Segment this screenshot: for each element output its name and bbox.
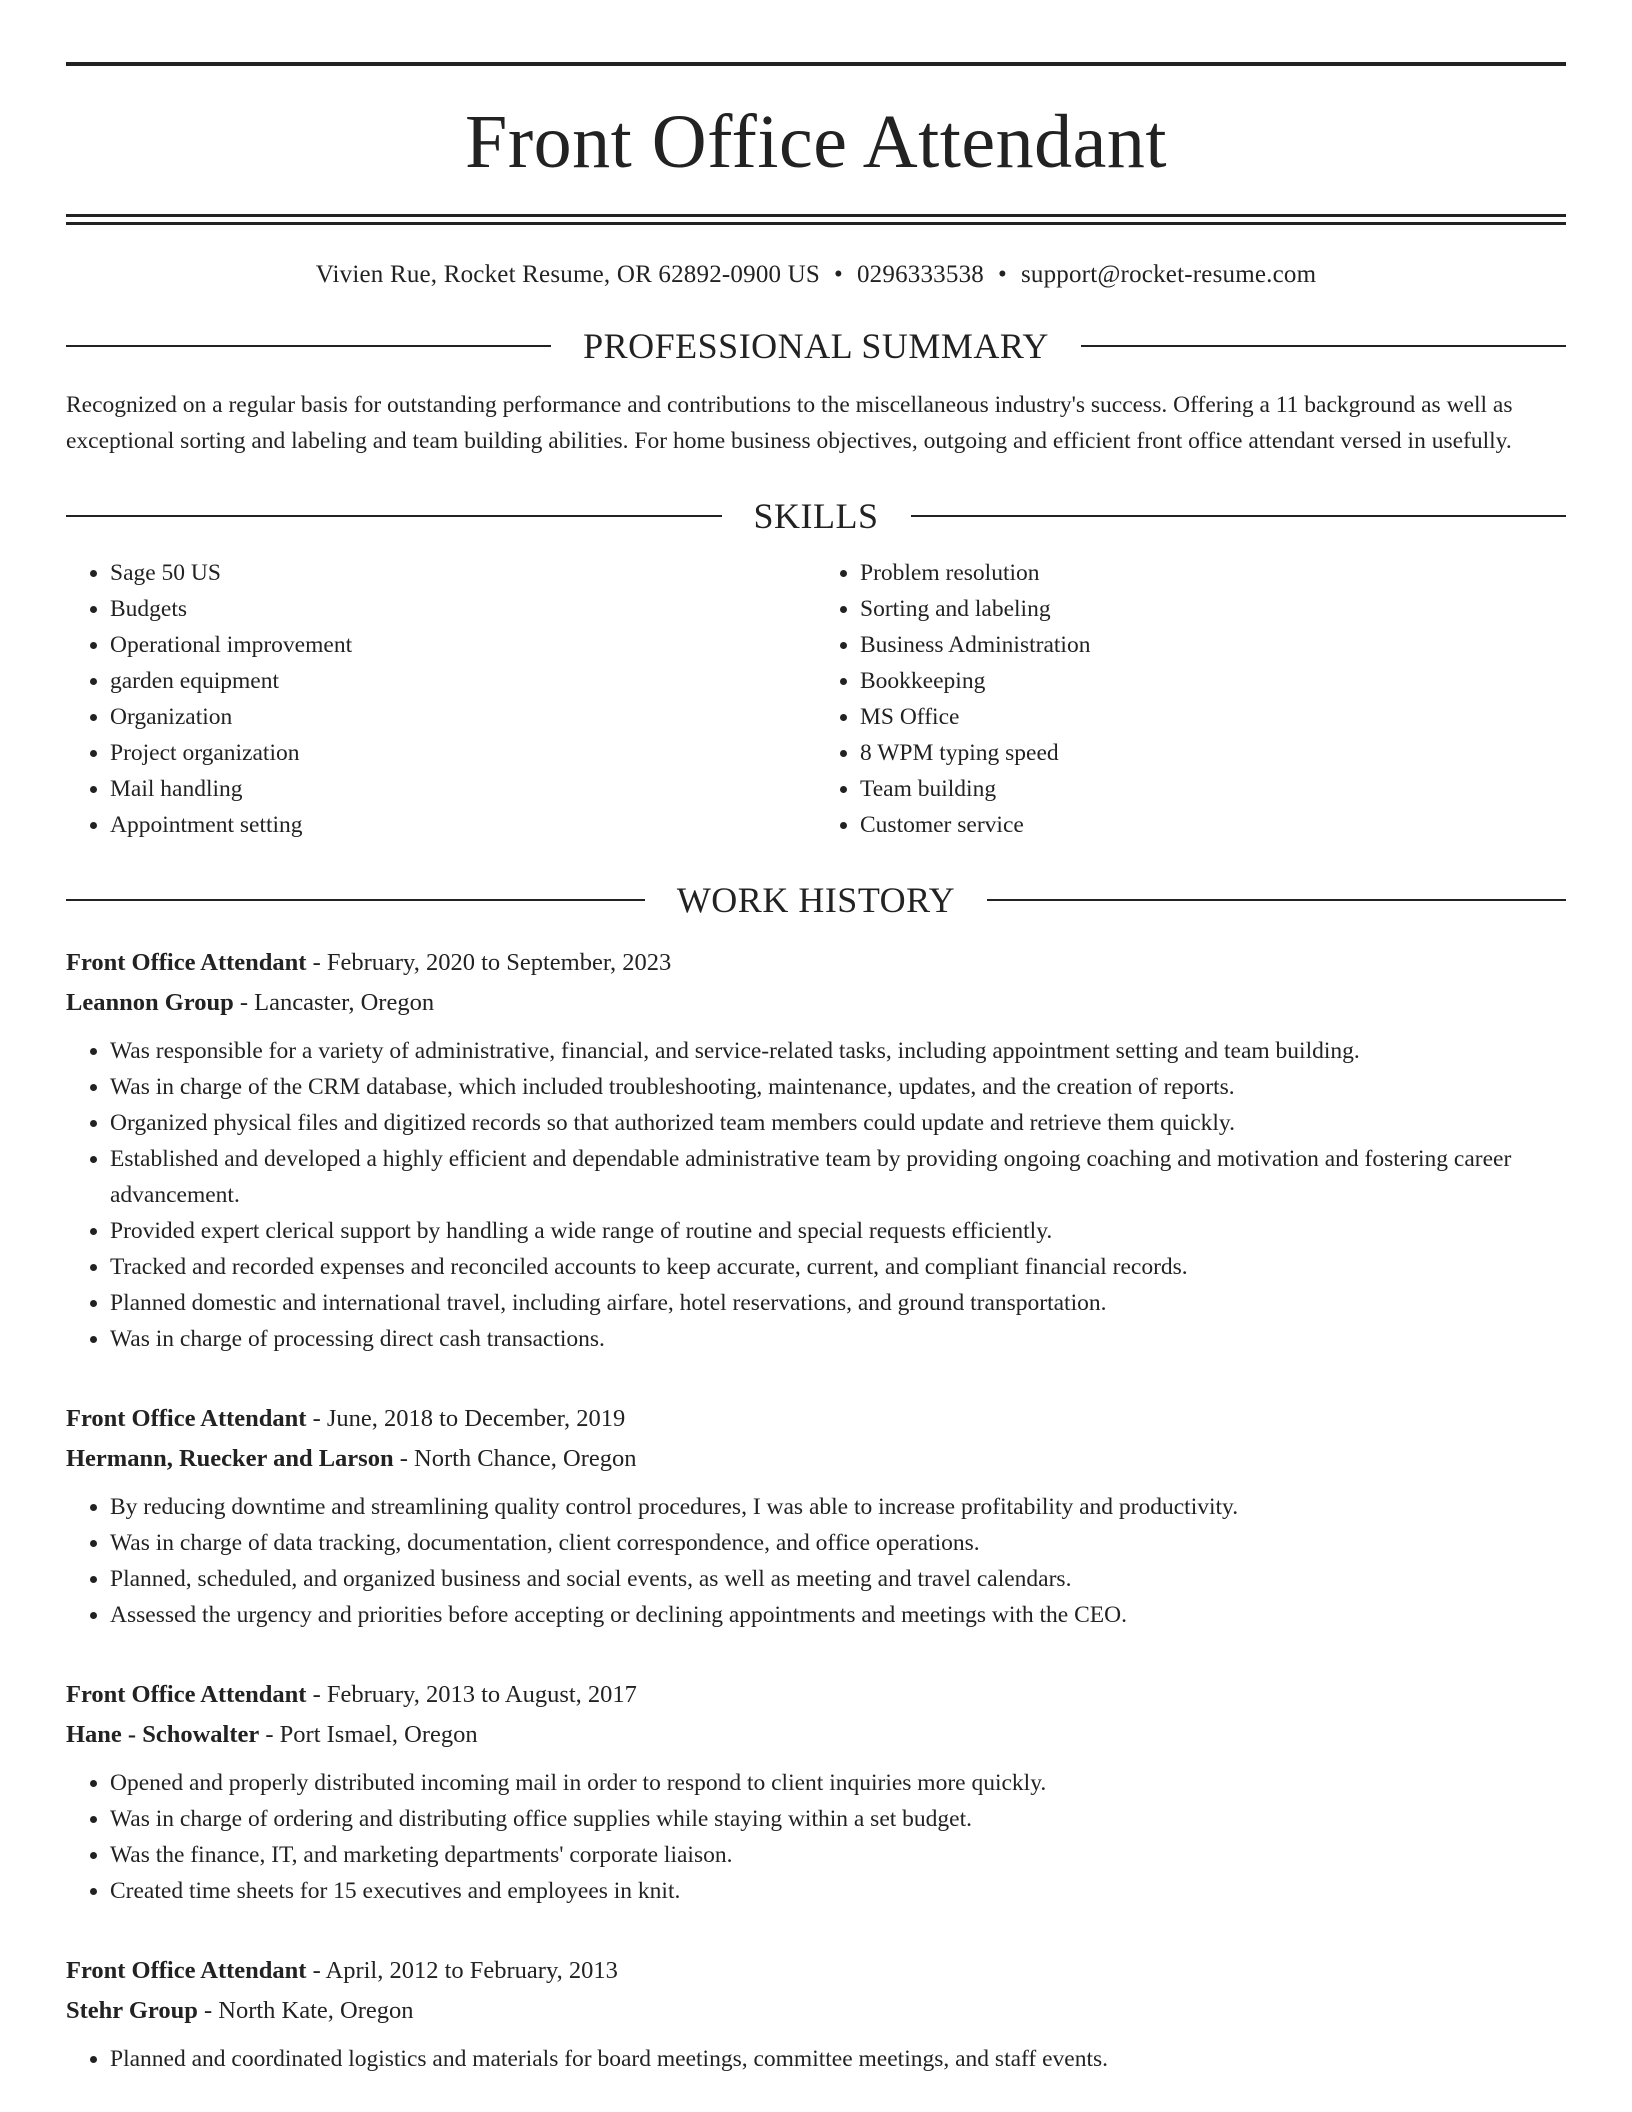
job-bullet: • Was in charge of the CRM database, which included troubleshooting, maintenance, updates, and the creation of reports. [110, 1069, 1566, 1105]
job-bullet: • Provided expert clerical support by handling a wide range of routine and special requests efficiently. [110, 1213, 1566, 1249]
skill-item: • Mail handling [110, 771, 816, 807]
heading-rule [1081, 345, 1566, 347]
skill-item: • garden equipment [110, 663, 816, 699]
job-bullet: • Opened and properly distributed incoming mail in order to respond to client inquiries more quickly. [110, 1765, 1566, 1801]
job-bullets [66, 2041, 1566, 2077]
job-dates: - June, 2018 to December, 2019 [306, 1405, 626, 1432]
job-company-line [66, 1991, 1566, 2031]
job-company-line [66, 983, 1566, 1023]
skill-item: • Appointment setting [110, 807, 816, 843]
job-bullet: • Was in charge of processing direct cash transactions. [110, 1321, 1566, 1357]
skills-heading-label: SKILLS [753, 496, 879, 536]
job-bullets [66, 1489, 1566, 1633]
job-bullet: • Was the finance, IT, and marketing departments' corporate liaison. [110, 1837, 1566, 1873]
job-title: Front Office Attendant [66, 1405, 307, 1432]
job-title-line [66, 1399, 1566, 1439]
summary-heading [66, 325, 1566, 367]
job-title: Front Office Attendant [66, 1681, 307, 1708]
job-title-line [66, 1951, 1566, 1991]
job-dates: - April, 2012 to February, 2013 [306, 1957, 618, 1984]
skill-item: • Operational improvement [110, 627, 816, 663]
heading-rule [987, 899, 1566, 901]
contact-separator: • [997, 261, 1007, 288]
job-dates: - February, 2013 to August, 2017 [306, 1681, 637, 1708]
job-bullet: • Was in charge of ordering and distributing office supplies while staying within a set budget. [110, 1801, 1566, 1837]
heading-rule [911, 515, 1567, 517]
skill-item: • Sorting and labeling [860, 591, 1566, 627]
skill-item: • MS Office [860, 699, 1566, 735]
title-double-rule [66, 214, 1566, 225]
contact-separator: • [834, 261, 843, 288]
skill-item: • Budgets [110, 591, 816, 627]
job-location: - North Chance, Oregon [393, 1445, 637, 1472]
heading-rule [66, 515, 722, 517]
job-bullet: • By reducing downtime and streamlining quality control procedures, I was able to increase profitability and productivity. [110, 1489, 1566, 1525]
job-company-line [66, 1715, 1566, 1755]
job-bullet: • Established and developed a highly efficient and dependable administrative team by providing ongoing coaching and motivation and fostering career advancement. [110, 1141, 1566, 1213]
heading-rule [66, 345, 551, 347]
job-bullets [66, 1033, 1566, 1357]
skills-column-left [66, 555, 816, 843]
skill-item: • Bookkeeping [860, 663, 1566, 699]
contact-address: Vivien Rue, Rocket Resume, OR 62892-0900 US [315, 261, 821, 288]
job-title: Front Office Attendant [66, 1957, 307, 1984]
job-entry [66, 1399, 1566, 1633]
skill-item: • 8 WPM typing speed [860, 735, 1566, 771]
skill-item: • Customer service [860, 807, 1566, 843]
skill-item: • Organization [110, 699, 816, 735]
skills-list [66, 555, 1566, 843]
job-location: - North Kate, Oregon [197, 1997, 414, 2024]
job-bullet: • Was responsible for a variety of administrative, financial, and service-related tasks, including appointment setting and team building. [110, 1033, 1566, 1069]
job-bullet: • Planned domestic and international travel, including airfare, hotel reservations, and ground transportation. [110, 1285, 1566, 1321]
job-company: Hermann, Ruecker and Larson [66, 1445, 394, 1472]
skill-item: • Team building [860, 771, 1566, 807]
job-bullets [66, 1765, 1566, 1909]
job-entry [66, 1951, 1566, 2077]
job-company: Stehr Group [66, 1997, 198, 2024]
skill-item: • Project organization [110, 735, 816, 771]
heading-rule [66, 899, 645, 901]
skill-item: • Business Administration [860, 627, 1566, 663]
job-location: - Port Ismael, Oregon [259, 1721, 478, 1748]
contact-email: support@rocket-resume.com [1020, 261, 1317, 288]
job-company-line [66, 1439, 1566, 1479]
skill-item: • Sage 50 US [110, 555, 816, 591]
top-rule [66, 62, 1566, 66]
job-bullet: • Created time sheets for 15 executives and employees in knit. [110, 1873, 1566, 1909]
resume-title: Front Office Attendant [465, 100, 1167, 184]
job-title-line [66, 1675, 1566, 1715]
job-entry [66, 1675, 1566, 1909]
work-heading-label: WORK HISTORY [676, 880, 956, 920]
job-company: Leannon Group [66, 989, 234, 1016]
job-dates: - February, 2020 to September, 2023 [306, 949, 672, 976]
job-entry [66, 943, 1566, 1357]
skills-column-right [816, 555, 1566, 843]
job-title-line [66, 943, 1566, 983]
job-bullet: • Organized physical files and digitized records so that authorized team members could update and retrieve them quickly. [110, 1105, 1566, 1141]
job-bullet: • Was in charge of data tracking, documentation, client correspondence, and office operations. [110, 1525, 1566, 1561]
job-bullet: • Assessed the urgency and priorities before accepting or declining appointments and meetings with the CEO. [110, 1597, 1566, 1633]
job-bullet: • Planned, scheduled, and organized business and social events, as well as meeting and travel calendars. [110, 1561, 1566, 1597]
job-bullet: • Planned and coordinated logistics and materials for board meetings, committee meetings, and staff events. [110, 2041, 1566, 2077]
contact-line [66, 261, 1566, 289]
job-location: - Lancaster, Oregon [233, 989, 435, 1016]
contact-phone: 0296333538 [856, 261, 984, 288]
job-bullet: • Tracked and recorded expenses and reconciled accounts to keep accurate, current, and compliant financial records. [110, 1249, 1566, 1285]
work-heading [66, 879, 1566, 921]
resume-page [66, 0, 1566, 2077]
summary-heading-label: PROFESSIONAL SUMMARY [583, 326, 1049, 366]
job-company: Hane - Schowalter [66, 1721, 260, 1748]
summary-text: Recognized on a regular basis for outstanding performance and contributions to the miscellaneous industry's success. Offering a 11 background as well as exceptional sorting and labeling and team building abilities. For home business objectives, outgoing and efficient front office attendant versed in usefully. [66, 392, 1513, 454]
job-title: Front Office Attendant [66, 949, 307, 976]
skills-heading [66, 495, 1566, 537]
skill-item: • Problem resolution [860, 555, 1566, 591]
